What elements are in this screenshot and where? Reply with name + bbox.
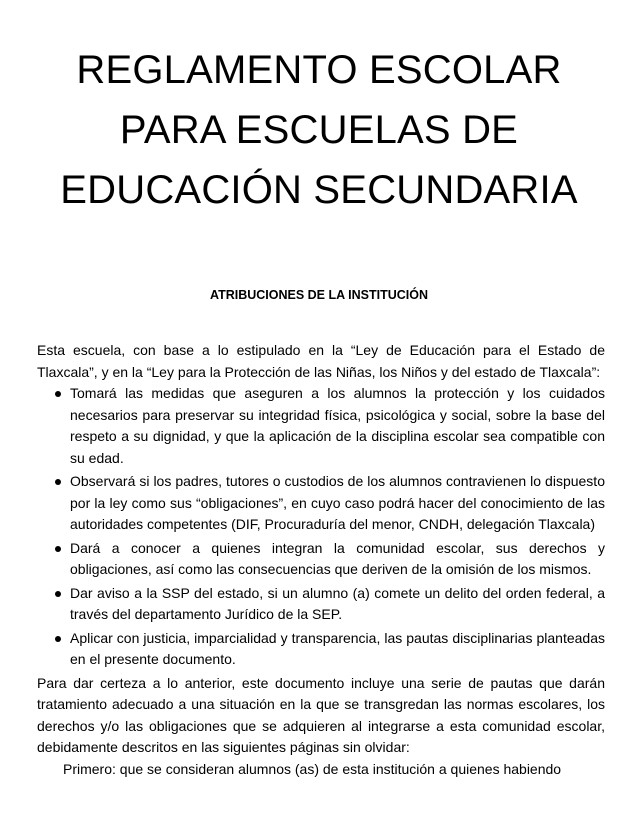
bullet-icon bbox=[55, 636, 61, 642]
bullet-icon bbox=[55, 591, 61, 597]
list-item bbox=[37, 628, 605, 671]
title-line-2: PARA ESCUELAS DE bbox=[119, 108, 519, 152]
attributions-list bbox=[37, 383, 605, 671]
intro-paragraph: Esta escuela, con base a lo estipulado en la “Ley de Educación para el Estado de Tlaxcala”, y en la “Ley para la Protección de las Niñas, los Niños y del estado de Tlaxcala”: bbox=[37, 342, 605, 380]
document-body bbox=[37, 340, 605, 780]
title-line-3: EDUCACIÓN SECUNDARIA bbox=[60, 168, 578, 212]
list-item bbox=[37, 538, 605, 581]
list-item-text: Aplicar con justicia, imparcialidad y transparencia, las pautas disciplinarias planteadas en el presente documento. bbox=[70, 629, 605, 667]
document-title bbox=[0, 40, 638, 220]
first-point-paragraph: Primero: que se consideran alumnos (as) de esta institución a quienes habiendo bbox=[63, 760, 562, 777]
bullet-icon bbox=[55, 479, 61, 485]
list-item bbox=[37, 583, 605, 626]
bullet-icon bbox=[55, 391, 61, 397]
list-item bbox=[37, 471, 605, 536]
list-item-text: Dará a conocer a quienes integran la comunidad escolar, sus derechos y obligaciones, así como las consecuencias que deriven de la omisión de los mismos. bbox=[70, 539, 605, 577]
list-item-text: Dar aviso a la SSP del estado, si un alumno (a) comete un delito del orden federal, a través del departamento Jurídico de la SEP. bbox=[70, 584, 605, 622]
list-item-text: Tomará las medidas que aseguren a los alumnos la protección y los cuidados necesarios para preservar su integridad física, psicológica y social, sobre la base del respeto a su dignidad, y que la aplicación de la disciplina escolar sea compatible con su edad. bbox=[70, 385, 605, 466]
section-heading: ATRIBUCIONES DE LA INSTITUCIÓN bbox=[209, 288, 429, 302]
closing-paragraph: Para dar certeza a lo anterior, este documento incluye una serie de pautas que darán tratamiento adecuado a una situación en la que se transgredan las normas escolares, los derechos y/o las obligaciones que se adquieren al integrarse a esta comunidad escolar, debidamente descritos en las siguientes páginas sin olvidar: bbox=[37, 674, 605, 755]
bullet-icon bbox=[55, 546, 61, 552]
list-item bbox=[37, 383, 605, 469]
list-item-text: Observará si los padres, tutores o custodios de los alumnos contravienen lo dispuesto por la ley como sus “obligaciones”, en cuyo caso podrá hacer del conocimiento de las autoridades competentes (DIF, Procuraduría del menor, CNDH, delegación Tlaxcala) bbox=[70, 473, 605, 532]
title-line-1: REGLAMENTO ESCOLAR bbox=[76, 48, 562, 92]
